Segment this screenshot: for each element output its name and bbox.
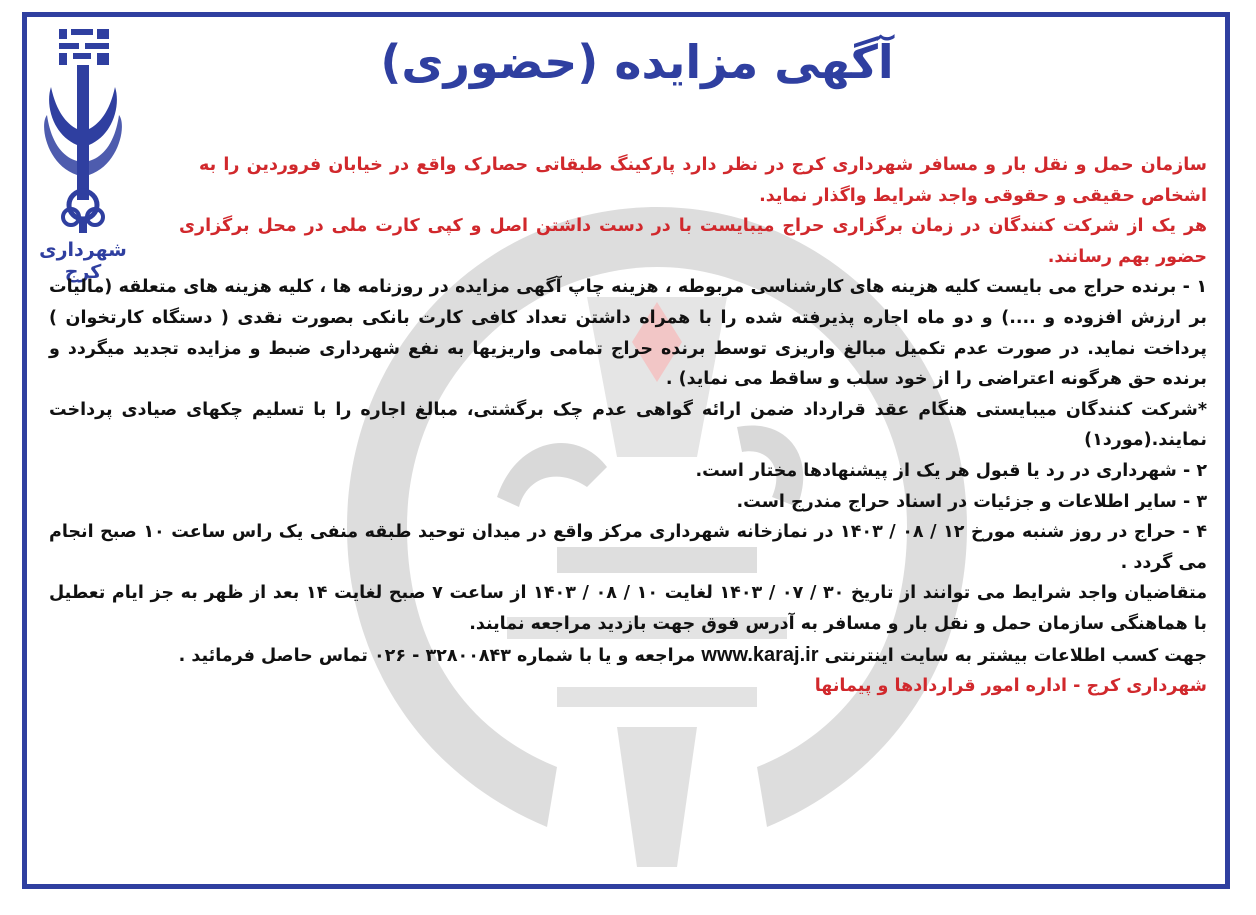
contact-text-before: جهت کسب اطلاعات بیشتر به سایت اینترنتی [824,645,1207,666]
page-title: آگهی مزایده (حضوری) [380,35,894,89]
website-link[interactable]: www.karaj.ir [701,643,819,666]
condition-item-1: ۱ - برنده حراج می بایست کلیه هزینه های کارشناسی مربوطه ، هزینه چاپ آگهی مزایده در روزنامه ها ، کلیه هزینه های متعلقه (مالیات بر ارزش افزوده و ....) و دو ماه اجاره پذیرفته شده را با همراه داشتن تعداد کافی کارت بانکی بصورت نقدی ( دستگاه کارتخوان ) پرداخت نماید. در صورت عدم تکمیل مبالغ واریزی توسط برنده حراج تمامی واریزیها به نفع شهرداری ضبط و مزایده تجدید میگردد و برنده حق هرگونه اعتراضی را از خود سلب و ساقط می نماید) . [49,277,1207,390]
intro-paragraph: سازمان حمل و نقل بار و مسافر شهرداری کرج در نظر دارد پارکینگ طبقاتی حصارک واقع در خیابان فروردین را به اشخاص حقیقی و حقوقی واجد شرایط واگذار نماید. [199,155,1207,206]
condition-item-3: ۳ - سایر اطلاعات و جزئیات در اسناد حراج مندرج است. [736,491,1207,512]
cheque-note: *شرکت کنندگان میبایستی هنگام عقد قرارداد ضمن ارائه گواهی عدم چک برگشتی، مبالغ اجاره را با تسلیم چکهای صیادی پرداخت نمایند.(مورد۱) [49,399,1207,451]
attendance-paragraph: هر یک از شرکت کنندگان در زمان برگزاری حراج میبایست با در دست داشتن اصل و کپی کارت ملی در محل برگزاری حضور بهم رسانند. [179,216,1207,267]
footer-signature: شهرداری کرج - اداره امور قراردادها و پیمانها [814,676,1207,697]
logo-caption: شهرداری کرج [39,239,127,283]
contact-text-after: مراجعه و یا با شماره ۳۲۸۰۰۸۴۳ - ۰۲۶ تماس حاصل فرمائید . [178,645,696,666]
visit-paragraph: متقاضیان واجد شرایط می توانند از تاریخ ۳۰ / ۰۷ / ۱۴۰۳ لغایت ۱۰ / ۰۸ / ۱۴۰۳ از ساعت ۷ صبح لغایت ۱۴ بعد از ظهر به جز ایام تعطیل با هماهنگی سازمان حمل و نقل بار و مسافر به آدرس فوق جهت بازدید مراجعه نمایند. [49,583,1208,634]
ad-frame [22,12,1230,889]
condition-item-2: ۲ - شهرداری در رد یا قبول هر یک از پیشنهادها مختار است. [695,460,1207,481]
contact-paragraph [49,640,1207,672]
ad-body [49,150,1207,702]
condition-item-4: ۴ - حراج در روز شنبه مورخ ۱۲ / ۰۸ / ۱۴۰۳ در نمازخانه شهرداری مرکز واقع در میدان توحید طبقه منفی یک راس ساعت ۱۰ صبح انجام می گردد . [49,522,1208,573]
